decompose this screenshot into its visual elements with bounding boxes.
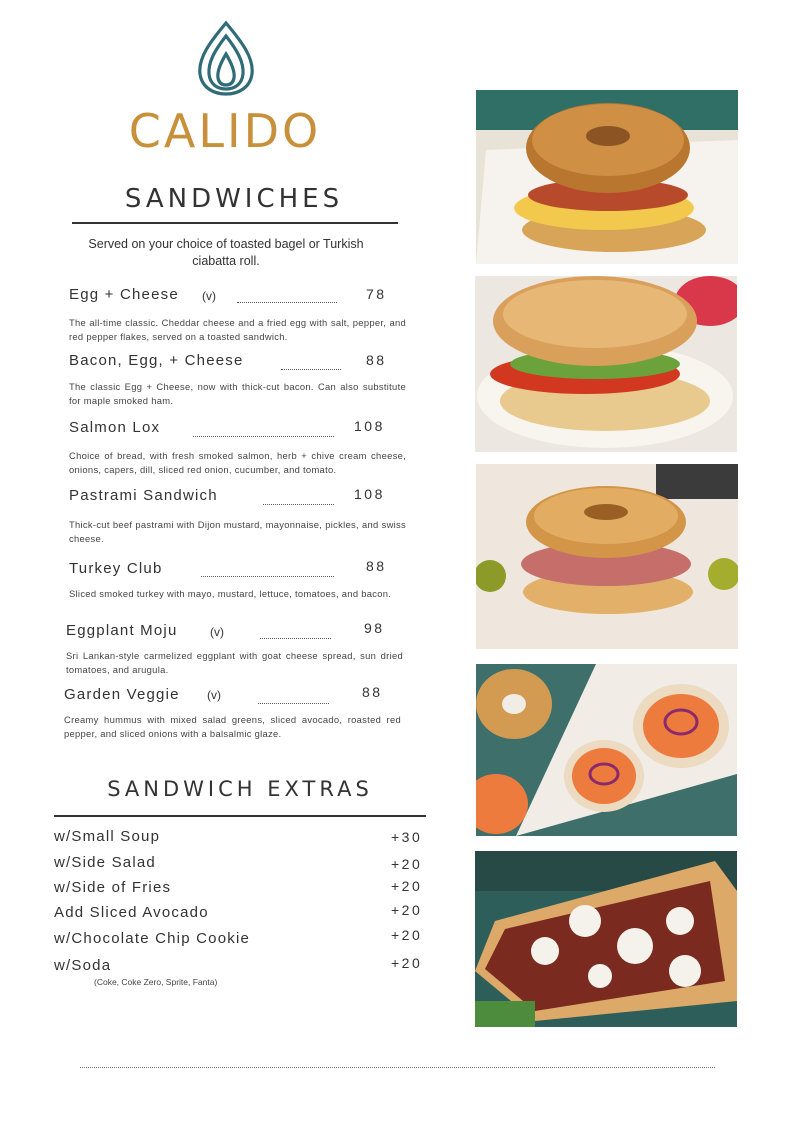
- vegetarian-marker: (v): [202, 289, 216, 303]
- veggie-bagel-photo-icon: [475, 276, 737, 452]
- item-description: The classic Egg + Cheese, now with thick-cut bacon. Can also substitute for maple smoked ham.: [69, 381, 406, 406]
- dotted-leader: [263, 504, 334, 505]
- extra-name: w/Side Salad: [54, 854, 156, 871]
- item-price: 108: [354, 418, 385, 434]
- item-name: Garden Veggie: [64, 686, 180, 703]
- item-description: Choice of bread, with fresh smoked salmon, herb + chive cream cheese, onions, capers, dill, sliced red onion, cucumber, and tomato.: [69, 450, 406, 475]
- calido-logo: [118, 20, 332, 160]
- item-name: Turkey Club: [69, 560, 163, 577]
- pastrami-bagel-photo: [476, 464, 738, 649]
- item-name: Salmon Lox: [69, 419, 161, 436]
- extra-price: +20: [391, 878, 423, 894]
- extra-name: w/Small Soup: [54, 828, 161, 845]
- item-description: The all-time classic. Cheddar cheese and a fried egg with salt, pepper, and red pepper flakes, served on a toasted sandwich.: [69, 317, 406, 342]
- egg-cheese-bagel-photo: [476, 90, 738, 264]
- sandwiches-intro: Served on your choice of toasted bagel or Turkish ciabatta roll.: [88, 237, 364, 268]
- item-name: Egg + Cheese: [69, 286, 179, 303]
- item-price: 88: [362, 684, 383, 700]
- extra-price: +30: [391, 829, 423, 845]
- extra-name: w/Chocolate Chip Cookie: [54, 930, 251, 947]
- item-price: 108: [354, 486, 385, 502]
- veggie-bagel-photo: [475, 276, 737, 452]
- extras-title: SANDWICH EXTRAS: [107, 777, 373, 801]
- sandwiches-title: SANDWICHES: [124, 184, 344, 214]
- extras-divider: [54, 815, 426, 817]
- eggplant-ciabatta-photo-icon: [475, 851, 737, 1027]
- title-divider: [72, 222, 398, 224]
- dotted-leader: [258, 703, 329, 704]
- extra-price: +20: [391, 955, 423, 971]
- dotted-leader: [201, 576, 334, 577]
- item-name: Bacon, Egg, + Cheese: [69, 352, 244, 369]
- dotted-leader: [260, 638, 331, 639]
- item-description: Sri Lankan-style carmelized eggplant with goat cheese spread, sun dried tomatoes, and arugula.: [66, 650, 403, 675]
- extra-name: w/Soda: [54, 957, 112, 974]
- flame-leaf-logo-icon: [196, 20, 256, 96]
- extra-name: Add Sliced Avocado: [54, 904, 209, 921]
- extra-price: +20: [391, 927, 423, 943]
- item-price: 88: [366, 558, 387, 574]
- dotted-leader: [237, 302, 337, 303]
- extra-name: w/Side of Fries: [54, 879, 172, 896]
- footer-dotted-rule: [80, 1067, 715, 1068]
- brand-name: CALIDO: [128, 104, 322, 158]
- item-name: Eggplant Moju: [66, 622, 178, 639]
- item-price: 88: [366, 352, 387, 368]
- extra-price: +20: [391, 856, 423, 872]
- salmon-lox-bagel-photo: [476, 664, 737, 836]
- item-description: Sliced smoked turkey with mayo, mustard, lettuce, tomatoes, and bacon.: [69, 588, 392, 599]
- dotted-leader: [193, 436, 334, 437]
- item-description: Creamy hummus with mixed salad greens, sliced avocado, roasted red pepper, and sliced onions with a balsalmic glaze.: [64, 714, 401, 739]
- vegetarian-marker: (v): [210, 625, 224, 639]
- eggplant-ciabatta-photo: [475, 851, 737, 1027]
- item-price: 98: [364, 620, 385, 636]
- item-description: Thick-cut beef pastrami with Dijon mustard, mayonnaise, pickles, and swiss cheese.: [69, 519, 406, 544]
- salmon-lox-bagel-photo-icon: [476, 664, 737, 836]
- item-price: 78: [366, 286, 387, 302]
- soda-options-note: (Coke, Coke Zero, Sprite, Fanta): [94, 977, 218, 987]
- extra-price: +20: [391, 902, 423, 918]
- vegetarian-marker: (v): [207, 688, 221, 702]
- dotted-leader: [281, 369, 341, 370]
- pastrami-bagel-photo-icon: [476, 464, 738, 649]
- egg-cheese-bagel-photo-icon: [476, 90, 738, 264]
- item-name: Pastrami Sandwich: [69, 487, 218, 504]
